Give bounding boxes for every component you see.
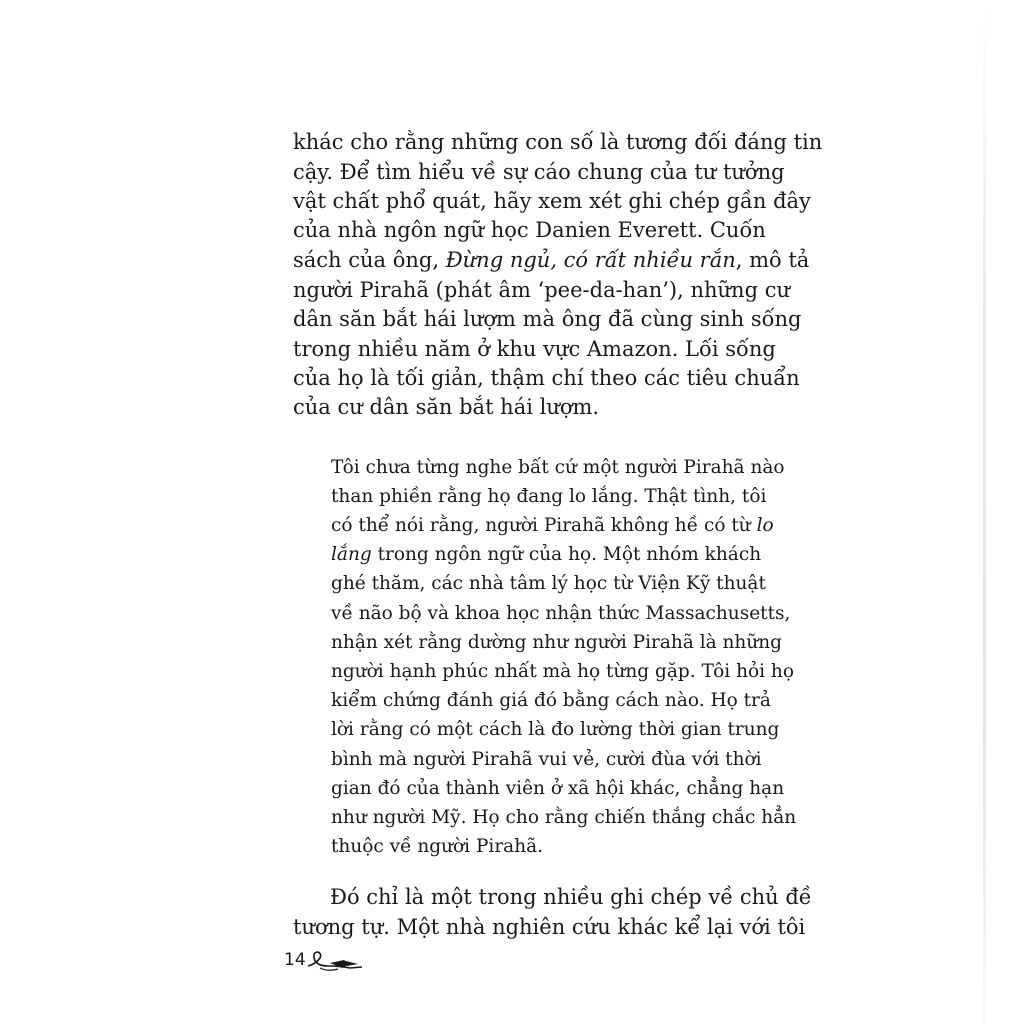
text-line: người hạnh phúc nhất mà họ từng gặp. Tôi hỏi họ (331, 661, 794, 682)
italic-word: lắng (331, 544, 372, 565)
italic-word: lo (756, 515, 774, 536)
text-line: lời rằng có một cách là đo lường thời gian trung (331, 719, 780, 740)
text-line: dân săn bắt hái lượm mà ông đã cùng sinh sống (293, 307, 802, 331)
text-line: cậy. Để tìm hiểu về sự cáo chung của tư tưởng (293, 160, 785, 184)
text-line: Đó chỉ là một trong nhiều ghi chép về chủ đề (330, 885, 812, 909)
text-line: ghé thăm, các nhà tâm lý học từ Viện Kỹ thuật (331, 573, 766, 594)
text-line: tương tự. Một nhà nghiên cứu khác kể lại với tôi (293, 915, 806, 939)
text-line: như người Mỹ. Họ cho rằng chiến thắng chắc hẳn (331, 807, 797, 828)
book-title-italic: Đừng ngủ, có rất nhiều rắn (445, 248, 736, 272)
text-line: gian đó của thành viên ở xã hội khác, chẳng hạn (331, 778, 785, 799)
text-line: thuộc về người Pirahã. (331, 836, 544, 857)
text-run: trong ngôn ngữ của họ. Một nhóm khách (371, 544, 762, 565)
text-line: của nhà ngôn ngữ học Danien Everett. Cuốn (293, 218, 766, 242)
page-edge-shadow (983, 0, 986, 1024)
text-line: kiểm chứng đánh giá đó bằng cách nào. Họ trả (331, 690, 771, 711)
text-line: của cư dân săn bắt hái lượm. (293, 395, 600, 419)
text-line: than phiền rằng họ đang lo lắng. Thật tình, tôi (331, 486, 767, 507)
text-line: khác cho rằng những con số là tương đối đáng tin (293, 130, 823, 154)
text-line: bình mà người Pirahã vui vẻ, cười đùa với thời (331, 749, 762, 770)
text-line (293, 248, 810, 272)
page-number: 14 (284, 950, 306, 970)
text-line (331, 544, 762, 565)
text-run: , mô tả (735, 248, 810, 272)
pen-flourish-icon (306, 946, 364, 976)
text-line: vật chất phổ quát, hãy xem xét ghi chép gần đây (293, 189, 811, 213)
text-line: trong nhiều năm ở khu vực Amazon. Lối sống (293, 337, 776, 361)
text-line: người Pirahã (phát âm ‘pee-da-han’), những cư (293, 278, 790, 302)
text-line (331, 515, 774, 536)
text-line: Tôi chưa từng nghe bất cứ một người Pirahã nào (331, 457, 785, 478)
text-run: sách của ông, (293, 248, 446, 272)
text-line: của họ là tối giản, thậm chí theo các tiêu chuẩn (293, 366, 800, 390)
text-line: nhận xét rằng dường như người Pirahã là những (331, 632, 783, 653)
text-line: về não bộ và khoa học nhận thức Massachusetts, (331, 603, 791, 624)
text-run: có thể nói rằng, người Pirahã không hề có từ (331, 515, 757, 536)
